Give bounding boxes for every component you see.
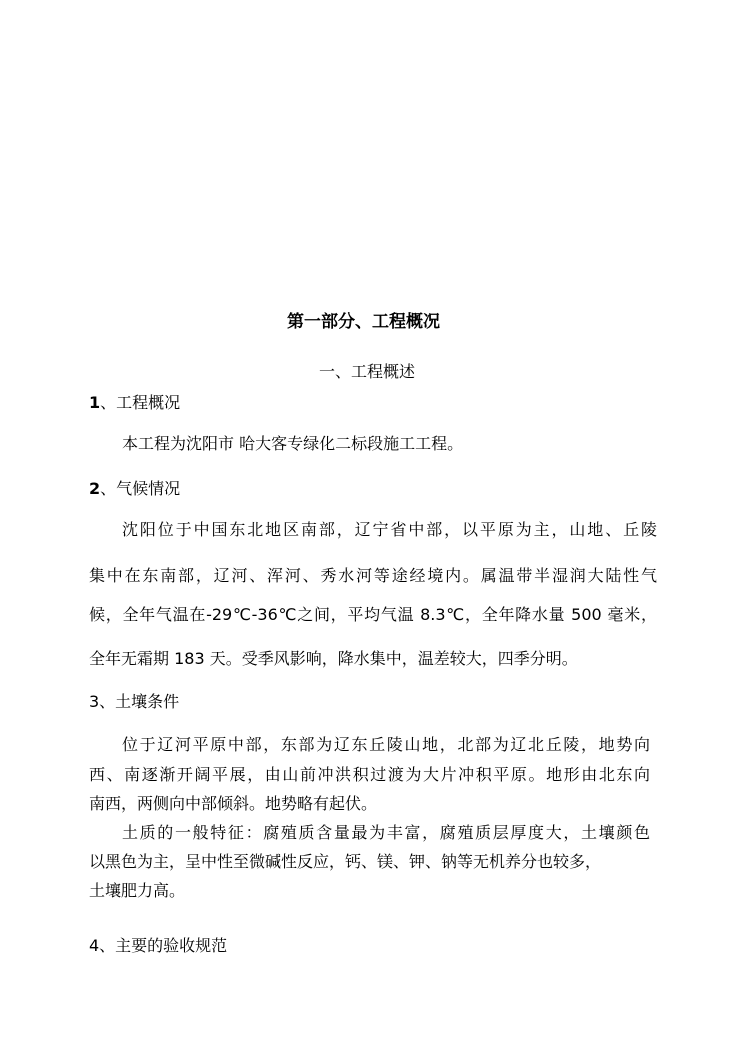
- item2-paragraph-line: 集中在东南部，辽河、浑河、秀水河等途经境内。属温带半湿润大陆性气: [89, 566, 657, 585]
- item3-paragraph1-line: 西、南逐渐开阔平展，由山前冲洪积过渡为大片冲积平原。地形由北东向: [89, 765, 650, 784]
- item1-number: 1: [89, 393, 101, 412]
- item2-number: 2: [89, 479, 101, 498]
- item3-paragraph1-line: 南西，两侧向中部倾斜。地势略有起伏。: [89, 794, 378, 813]
- item4-heading: 4、主要的验收规范: [89, 936, 228, 955]
- item2-heading-text: 、气候情况: [100, 479, 181, 498]
- item1-heading-text: 、工程概况: [100, 393, 181, 412]
- page-title: 第一部分、工程概况: [287, 312, 440, 332]
- item3-heading: 3、土壤条件: [89, 692, 180, 711]
- item2-heading: [89, 479, 180, 499]
- section-heading: 一、工程概述: [319, 362, 416, 381]
- item2-paragraph-line: 候，全年气温在-29℃-36℃之间，平均气温 8.3℃，全年降水量 500 毫米，: [89, 605, 657, 624]
- item3-paragraph1-line: 位于辽河平原中部，东部为辽东丘陵山地，北部为辽北丘陵，地势向: [122, 735, 650, 754]
- item1-text: 本工程为沈阳市 哈大客专绿化二标段施工工程。: [122, 434, 464, 453]
- item2-paragraph-line: 沈阳位于中国东北地区南部，辽宁省中部，以平原为主，山地、丘陵: [122, 520, 657, 539]
- item3-paragraph2-line: 以黑色为主，呈中性至微碱性反应，钙、镁、钾、钠等无机养分也较多，: [89, 852, 602, 871]
- item1-heading: [89, 393, 180, 413]
- item3-paragraph2-line: 土壤肥力高。: [89, 881, 186, 900]
- item2-paragraph-line: 全年无霜期 183 天。受季风影响，降水集中，温差较大，四季分明。: [89, 649, 578, 668]
- item3-paragraph2-line: 土质的一般特征：腐殖质含量最为丰富，腐殖质层厚度大，土壤颜色: [122, 823, 650, 842]
